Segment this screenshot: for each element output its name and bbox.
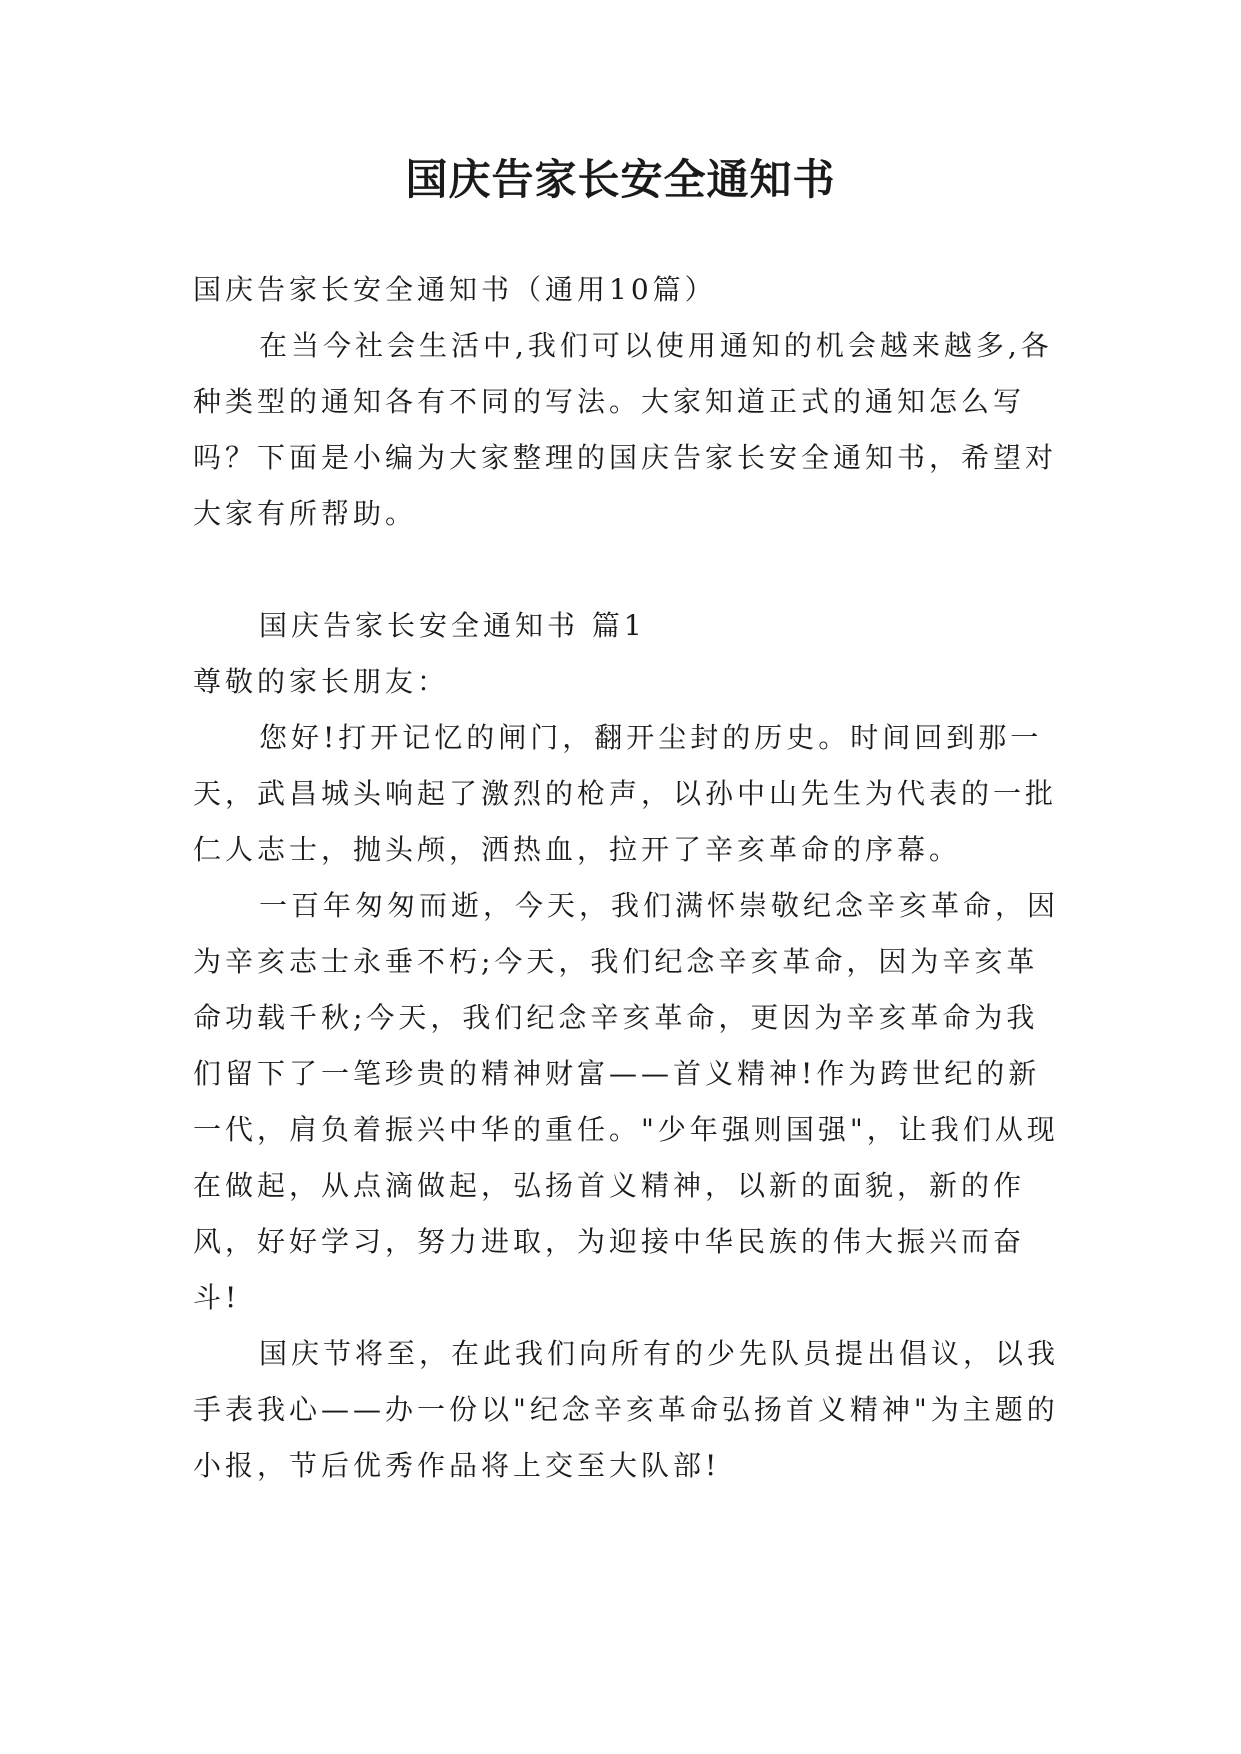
body-paragraph: 国庆节将至，在此我们向所有的少先队员提出倡议，以我手表我心——办一份以"纪念辛亥革命弘扬首义精神"为主题的小报，节后优秀作品将上交至大队部! <box>193 1337 1060 1482</box>
document-body <box>193 262 1063 1494</box>
spacer <box>193 542 1063 598</box>
salutation: 尊敬的家长朋友： <box>193 665 450 698</box>
body-paragraph: 您好!打开记忆的闸门，翻开尘封的历史。时间回到那一天，武昌城头响起了激烈的枪声，以孙中山先生为代表的一批仁人志士，抛头颅，洒热血，拉开了辛亥革命的序幕。 <box>193 721 1058 866</box>
section-heading: 国庆告家长安全通知书 篇1 <box>259 609 646 642</box>
body-paragraph: 一百年匆匆而逝，今天，我们满怀崇敬纪念辛亥革命，因为辛亥志士永垂不朽;今天，我们纪念辛亥革命，因为辛亥革命功载千秋;今天，我们纪念辛亥革命，更因为辛亥革命为我们留下了一笔珍贵的精神财富——首义精神!作为跨世纪的新一代，肩负着振兴中华的重任。"少年强则国强"，让我们从现在做起，从点滴做起，弘扬首义精神，以新的面貌，新的作风，好好学习，努力进取，为迎接中华民族的伟大振兴而奋斗! <box>193 889 1060 1314</box>
document-subtitle: 国庆告家长安全通知书（通用10篇） <box>193 273 717 306</box>
document-title: 国庆告家长安全通知书 <box>405 155 836 204</box>
intro-paragraph: 在当今社会生活中,我们可以使用通知的机会越来越多,各种类型的通知各有不同的写法。大家知道正式的通知怎么写吗？下面是小编为大家整理的国庆告家长安全通知书，希望对大家有所帮助。 <box>193 329 1058 530</box>
